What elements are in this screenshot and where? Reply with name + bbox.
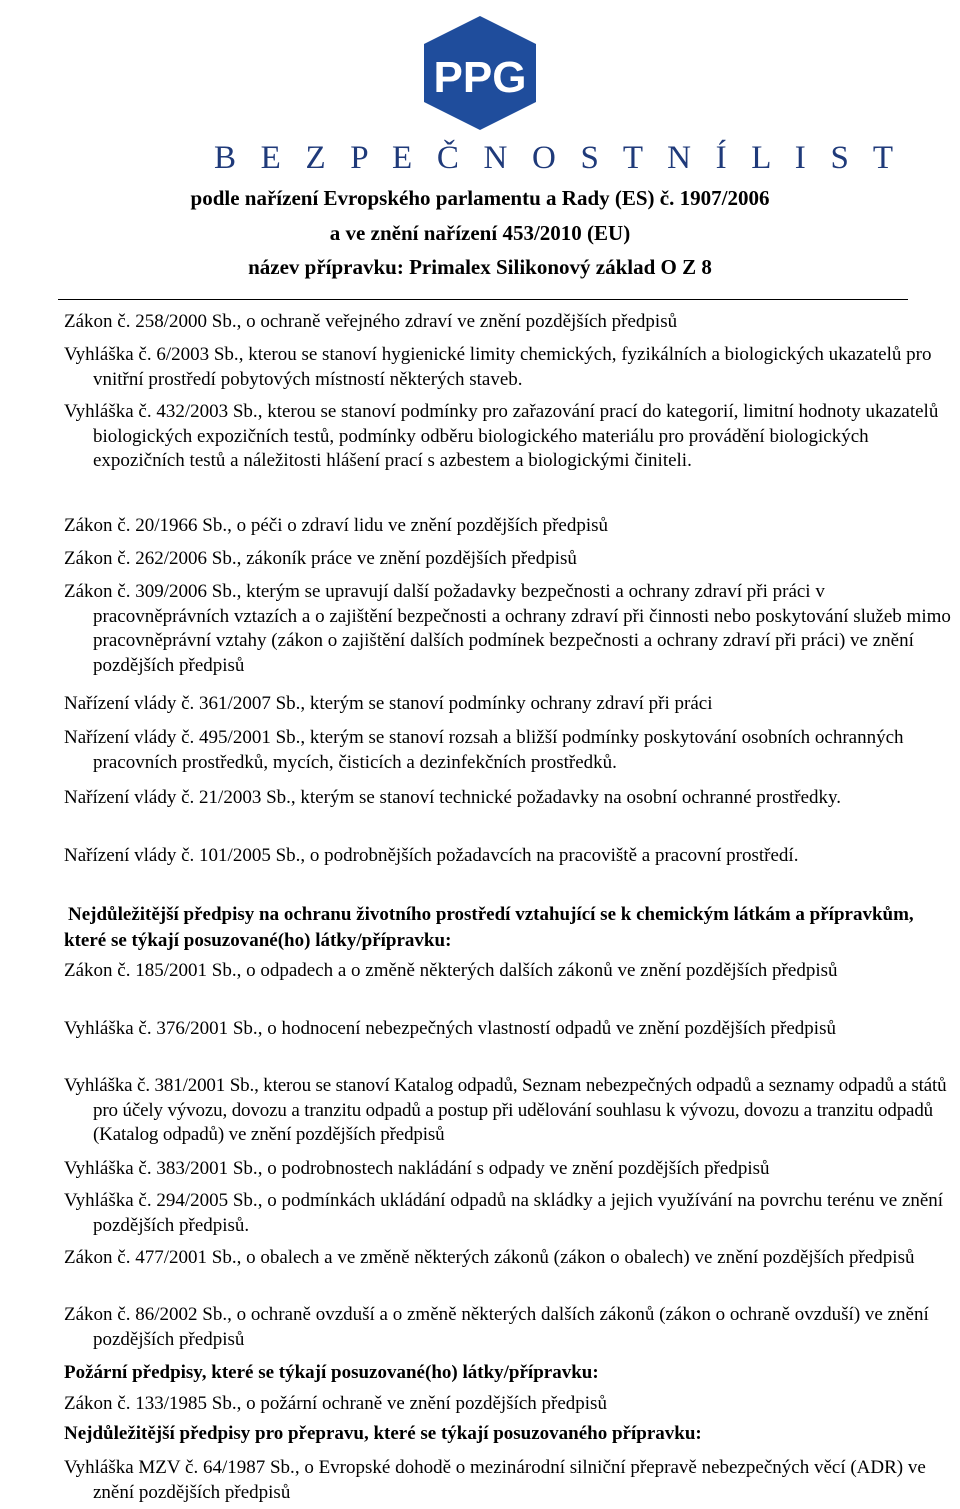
regulation-entry: Vyhláška č. 294/2005 Sb., o podmínkách ukládání odpadů na skládky a jejich využívání na povrchu terénu ve znění pozdějších předpisů. bbox=[64, 1190, 944, 1236]
regulation-entry: Vyhláška č. 6/2003 Sb., kterou se stanoví hygienické limity chemických, fyzikálních a biologických ukazatelů pro vnitřní prostředí pobytových místností některých staveb. bbox=[64, 344, 932, 390]
regulation-line: podle nařízení Evropského parlamentu a Rady (ES) č. 1907/2006 bbox=[190, 186, 770, 210]
regulation-entry: Zákon č. 258/2000 Sb., o ochraně veřejného zdraví ve znění pozdějších předpisů bbox=[64, 311, 678, 332]
regulation-entry: Vyhláška č. 381/2001 Sb., kterou se stanoví Katalog odpadů, Seznam nebezpečných odpadů a seznamy odpadů a států pro účely vývozu, dovozu a tranzitu odpadů a postup při udělování souhlasu k vývozu, dovozu a tranzitu odpadů (Katalog odpadů) ve znění pozdějších předpisů bbox=[64, 1075, 947, 1145]
regulation-entry: Nařízení vlády č. 21/2003 Sb., kterým se stanoví technické požadavky na osobní ochranné prostředky. bbox=[64, 787, 842, 808]
regulation-entry: Zákon č. 262/2006 Sb., zákoník práce ve znění pozdějších předpisů bbox=[64, 548, 577, 569]
regulation-entry: Vyhláška MZV č. 64/1987 Sb., o Evropské dohodě o mezinárodní silniční přepravě nebezpečných věcí (ADR) ve znění pozdějších předpisů bbox=[64, 1457, 926, 1503]
header-divider bbox=[58, 299, 908, 300]
regulation-entry: Zákon č. 133/1985 Sb., o požární ochraně ve znění pozdějších předpisů bbox=[64, 1393, 607, 1414]
product-name-line: název přípravku: Primalex Silikonový základ O Z 8 bbox=[248, 255, 712, 279]
section-heading-fire: Požární předpisy, které se týkají posuzované(ho) látky/přípravku: bbox=[64, 1362, 599, 1383]
regulation-entry: Vyhláška č. 376/2001 Sb., o hodnocení nebezpečných vlastností odpadů ve znění pozdějších předpisů bbox=[64, 1018, 836, 1039]
regulation-entry: Nařízení vlády č. 361/2007 Sb., kterým se stanoví podmínky ochrany zdraví při práci bbox=[64, 693, 713, 714]
regulation-entry: Zákon č. 477/2001 Sb., o obalech a ve změně některých zákonů (zákon o obalech) ve znění pozdějších předpisů bbox=[64, 1247, 915, 1268]
document-title: B E Z P E Č N O S T N Í L I S T bbox=[214, 140, 902, 176]
regulation-entry: Nařízení vlády č. 495/2001 Sb., kterým se stanoví rozsah a bližší podmínky poskytování osobních ochranných pracovních prostředků, mycích, čisticích a dezinfekčních prostředků. bbox=[64, 727, 904, 773]
ppg-logo bbox=[418, 14, 542, 132]
regulation-entry: Zákon č. 86/2002 Sb., o ochraně ovzduší a o změně některých dalších zákonů (zákon o ochraně ovzduší) ve znění pozdějších předpisů bbox=[64, 1304, 929, 1350]
regulation-entry: Nařízení vlády č. 101/2005 Sb., o podrobnějších požadavcích na pracoviště a pracovní prostředí. bbox=[64, 845, 799, 866]
amendment-line: a ve znění nařízení 453/2010 (EU) bbox=[329, 221, 631, 245]
regulation-entry: Zákon č. 185/2001 Sb., o odpadech a o změně některých dalších zákonů ve znění pozdějších předpisů bbox=[64, 960, 838, 981]
regulation-entry: Vyhláška č. 432/2003 Sb., kterou se stanoví podmínky pro zařazování prací do kategorií, limitní hodnoty ukazatelů biologických expozičních testů, podmínky odběru biologického materiálu pro provádění biologických expozičních testů a náležitosti hlášení prací s azbestem a biologickými činiteli. bbox=[64, 401, 939, 471]
regulation-entry: Zákon č. 309/2006 Sb., kterým se upravují další požadavky bezpečnosti a ochrany zdraví při práci v pracovněprávních vztazích a o zajištění bezpečnosti a ochrany zdraví při činnosti nebo poskytování služeb mimo pracovněprávní vztahy (zákon o zajištění dalších podmínek bezpečnosti a ochrany zdraví při práci) ve znění pozdějších předpisů bbox=[64, 581, 951, 676]
section-heading-transport: Nejdůležitější předpisy pro přepravu, které se týkají posuzovaného přípravku: bbox=[64, 1423, 702, 1444]
section-heading-environment: Nejdůležitější předpisy na ochranu životního prostředí vztahující se k chemickým látkám a přípravkům, které se týkají posuzované(ho) látky/přípravku: bbox=[64, 904, 914, 951]
regulation-entry: Zákon č. 20/1966 Sb., o péči o zdraví lidu ve znění pozdějších předpisů bbox=[64, 515, 609, 536]
regulation-entry: Vyhláška č. 383/2001 Sb., o podrobnostech nakládání s odpady ve znění pozdějších předpisů bbox=[64, 1158, 770, 1179]
logo-text: PPG bbox=[433, 53, 527, 102]
